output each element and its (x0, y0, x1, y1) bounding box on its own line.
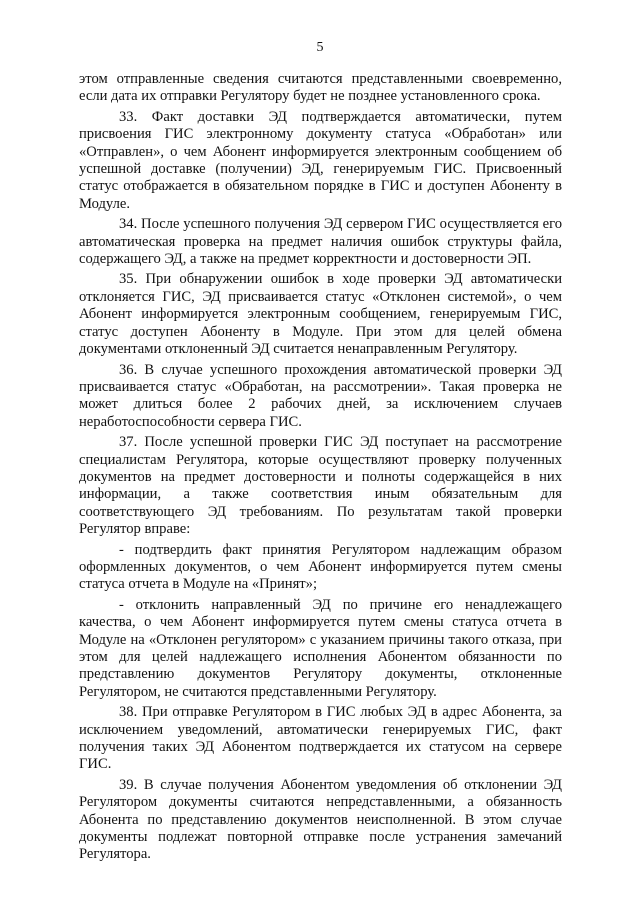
paragraph-34: 34. После успешного получения ЭД сервером ГИС осуществляется его автоматическая проверка на предмет наличия ошибок структуры файла, содержащего ЭД, а также на предмет корректности и достоверности ЭП. (79, 216, 562, 268)
paragraph-37-item-reject: - отклонить направленный ЭД по причине его ненадлежащего качества, о чем Абонент информируется путем смены статуса отчета в Модуле на «Отклонен регулятором» с указанием причины такого отказа, при этом для целей надлежащего исполнения Абонентом обязанности по представлению документов Регулятору документы, отклоненные Регулятором, не считаются представленными Регулятору. (79, 596, 562, 700)
paragraph-35: 35. При обнаружении ошибок в ходе проверки ЭД автоматически отклоняется ГИС, ЭД присваивается статус «Отклонен системой», о чем Абонент информируется электронным сообщением, генерируемым ГИС, статус доступен Абоненту в Модуле. При этом для целей обмена документами отклоненный ЭД считается ненаправленным Регулятору. (79, 271, 562, 358)
paragraph-36: 36. В случае успешного прохождения автоматической проверки ЭД присваивается статус «Обработан, на рассмотрении». Такая проверка не может длиться более 2 рабочих дней, за исключением случаев неработоспособности сервера ГИС. (79, 361, 562, 430)
document-body (79, 71, 562, 864)
paragraph-continuation: этом отправленные сведения считаются представленными своевременно, если дата их отправки Регулятору будет не позднее установленного срока. (79, 71, 562, 105)
paragraph-37-item-accept: - подтвердить факт принятия Регулятором надлежащим образом оформленных документов, о чем Абонент информируется путем смены статуса отчета в Модуле на «Принят»; (79, 541, 562, 593)
paragraph-38: 38. При отправке Регулятором в ГИС любых ЭД в адрес Абонента, за исключением уведомлений, автоматически генерируемых ГИС, факт получения таких ЭД Абонентом подтверждается их статусом на сервере ГИС. (79, 704, 562, 773)
paragraph-37: 37. После успешной проверки ГИС ЭД поступает на рассмотрение специалистам Регулятора, которые осуществляют проверку полученных документов на предмет достоверности и полноты содержащейся в них информации, а также соответствия иным обязательным для соответствующего ЭД требованиям. По результатам такой проверки Регулятор вправе: (79, 434, 562, 538)
page-number: 5 (316, 40, 324, 55)
paragraph-33: 33. Факт доставки ЭД подтверждается автоматически, путем присвоения ГИС электронному документу статуса «Обработан» или «Отправлен», о чем Абонент информируется электронным сообщением об успешной доставке (получении) ЭД, генерируемым ГИС. Присвоенный статус отображается в обязательном порядке в ГИС и доступен Абоненту в Модуле. (79, 108, 562, 212)
paragraph-39: 39. В случае получения Абонентом уведомления об отклонении ЭД Регулятором документы считаются непредставленными, а обязанность Абонента по представлению документов неисполненной. В этом случае документы подлежат повторной отправке после устранения замечаний Регулятора. (79, 776, 562, 863)
